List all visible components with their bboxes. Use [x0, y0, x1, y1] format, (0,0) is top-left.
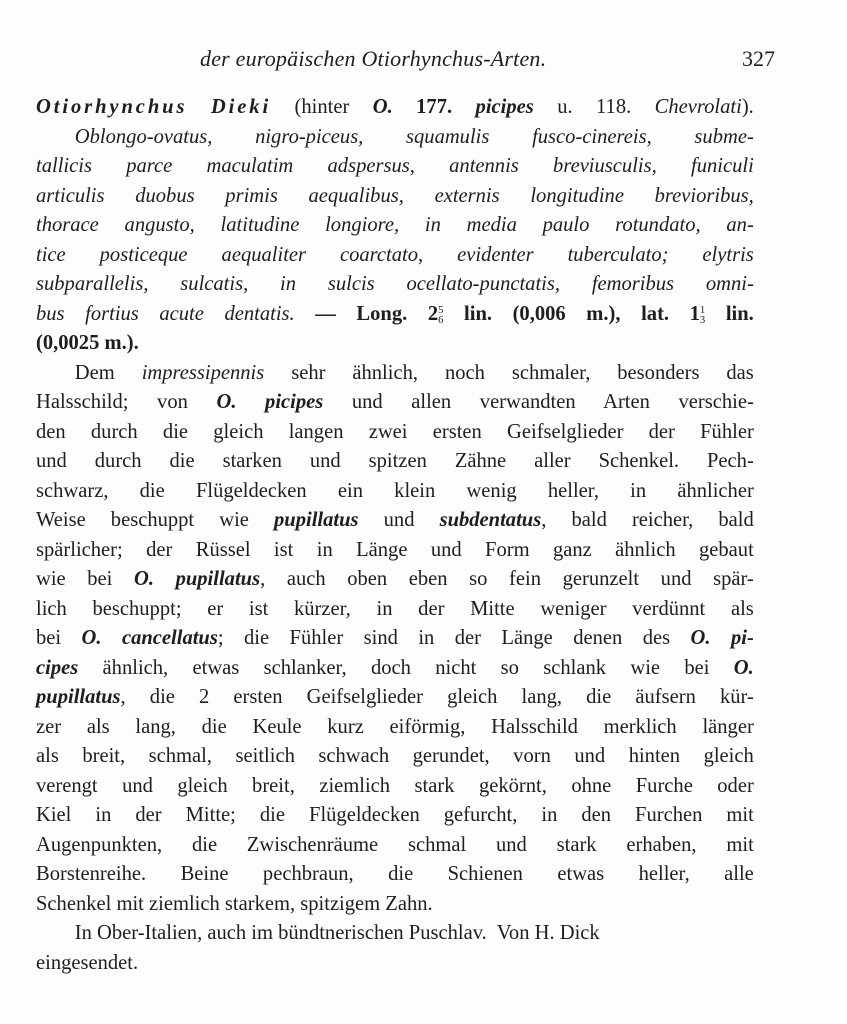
text: , bald reicher, bald: [541, 507, 754, 531]
running-title: der europäischen Otiorhynchus-Arten.: [200, 46, 547, 71]
measurements-line: [36, 299, 754, 329]
heading-genus-abbrev: O.: [372, 94, 393, 118]
species-ref: cipes: [36, 654, 79, 679]
fraction-numerator: 1: [699, 303, 706, 316]
latin-diagnosis: [36, 122, 754, 358]
heading-number: 177.: [392, 94, 476, 118]
page-header: [200, 46, 775, 76]
fraction-denominator: 3: [699, 313, 706, 326]
description-line: den durch die gleich langen zwei ersten Geifselglieder der Fühler: [36, 418, 754, 443]
description-line: [36, 387, 754, 417]
fraction-denominator: 6: [438, 313, 444, 326]
species-ref: subdentatus: [439, 507, 542, 531]
page-number: 327: [742, 46, 775, 71]
text: sehr ähnlich, noch schmaler, besonders das: [264, 359, 754, 384]
text: , auch oben eben so fein gerunzelt und spär-: [260, 566, 754, 590]
locality-paragraph: [36, 918, 754, 977]
description-line: [36, 505, 754, 535]
locality-line: eingesendet.: [36, 949, 139, 974]
measurement-text: lin. (0,006 m.), lat. 1: [443, 300, 700, 325]
heading-close: ).: [741, 94, 754, 118]
description-line: Kiel in der Mitte; die Flügeldecken gefurcht, in den Furchen mit: [36, 802, 754, 826]
species-ref: O. pi-: [690, 625, 754, 649]
description-line: Borstenreihe. Beine pechbraun, die Schienen etwas heller, alle: [36, 861, 754, 885]
description-line: [36, 682, 754, 712]
description-line: [36, 564, 754, 594]
text: Weise beschuppt wie: [36, 507, 275, 531]
diagnosis-line: articulis duobus primis aequalibus, externis longitudine brevioribus,: [36, 182, 754, 207]
length-label: — Long. 2: [294, 300, 439, 325]
description-line: als breit, schmal, seitlich schwach gerundet, vorn und hinten gleich: [36, 743, 754, 767]
description-line: und durch die starken und spitzen Zähne aller Schenkel. Pech-: [36, 448, 754, 472]
species-ref: O. pupillatus: [133, 566, 261, 590]
species-ref: O. picipes: [216, 389, 324, 413]
description-line: schwarz, die Flügeldecken ein klein wenig heller, in ähnlicher: [36, 477, 754, 502]
description-line: spärlicher; der Rüssel ist in Länge und Form ganz ähnlich gebaut: [36, 536, 754, 561]
text: und: [358, 507, 440, 531]
species-ref: pupillatus: [36, 684, 121, 708]
species-name-epithet: Dieki: [210, 94, 272, 118]
species-ref: O. cancellatus: [81, 625, 218, 649]
diagnosis-line: subparallelis, sulcatis, in sulcis ocellato-punctatis, femoribus omni-: [36, 271, 754, 295]
description-line: verengt und gleich breit, ziemlich stark gekörnt, ohne Furche oder: [36, 772, 754, 797]
description-line: [36, 358, 754, 388]
measurement-metric: (0,0025 m.).: [36, 330, 139, 354]
species-name-genus: Otiorhynchus: [36, 94, 188, 118]
fraction-numerator: 5: [438, 303, 444, 316]
diagnosis-line: thorace angusto, latitudine longiore, in media paulo rotundato, an-: [36, 212, 754, 236]
description-line: lich beschuppt; er ist kürzer, in der Mitte weniger verdünnt als: [36, 595, 754, 620]
text: Dem: [74, 359, 142, 384]
text: ähnlich, etwas schlanker, doch nicht so schlank wie bei: [78, 654, 734, 679]
text: Halsschild; von: [36, 389, 217, 413]
diagnosis-end: bus fortius acute dentatis.: [36, 300, 295, 325]
heading-text: (hinter: [271, 94, 373, 118]
diagnosis-line: tice posticeque aequaliter coarctato, evidenter tuberculato; elytris: [36, 241, 754, 266]
page-body: [36, 92, 754, 977]
description-line: [36, 653, 754, 683]
locality-line: In Ober-Italien, auch im bündtnerischen Puschlav. Von H. Dick: [74, 920, 600, 944]
description-line: [36, 623, 754, 653]
description-line: Augenpunkten, die Zwischenräume schmal und stark erhaben, mit: [36, 831, 754, 856]
diagnosis-line: Oblongo-ovatus, nigro-piceus, squamulis fusco-cinereis, subme-: [74, 123, 754, 148]
heading-picipes: picipes: [475, 94, 534, 118]
text: bei: [36, 625, 82, 649]
species-ref: O.: [733, 654, 754, 679]
german-description: [36, 358, 754, 919]
species-ref: impressipennis: [141, 359, 265, 384]
species-heading: [36, 92, 754, 122]
description-line: Schenkel mit ziemlich starkem, spitzigem Zahn.: [36, 890, 433, 915]
species-ref: pupillatus: [274, 507, 359, 531]
text: und allen verwandten Arten verschie-: [323, 389, 754, 413]
text: ; die Fühler sind in der Länge denen des: [217, 625, 691, 649]
text: wie bei: [36, 566, 134, 590]
heading-chevrolati: Chevrolati: [654, 94, 742, 118]
heading-text-2: u. 118.: [533, 94, 655, 118]
measurement-unit: lin.: [705, 300, 754, 325]
text: , die 2 ersten Geifselglieder gleich lang, die äufsern kür-: [120, 684, 754, 708]
diagnosis-line: tallicis parce maculatim adspersus, antennis breviusculis, funiculi: [36, 153, 754, 177]
description-line: zer als lang, die Keule kurz eiförmig, Halsschild merklich länger: [36, 713, 754, 738]
